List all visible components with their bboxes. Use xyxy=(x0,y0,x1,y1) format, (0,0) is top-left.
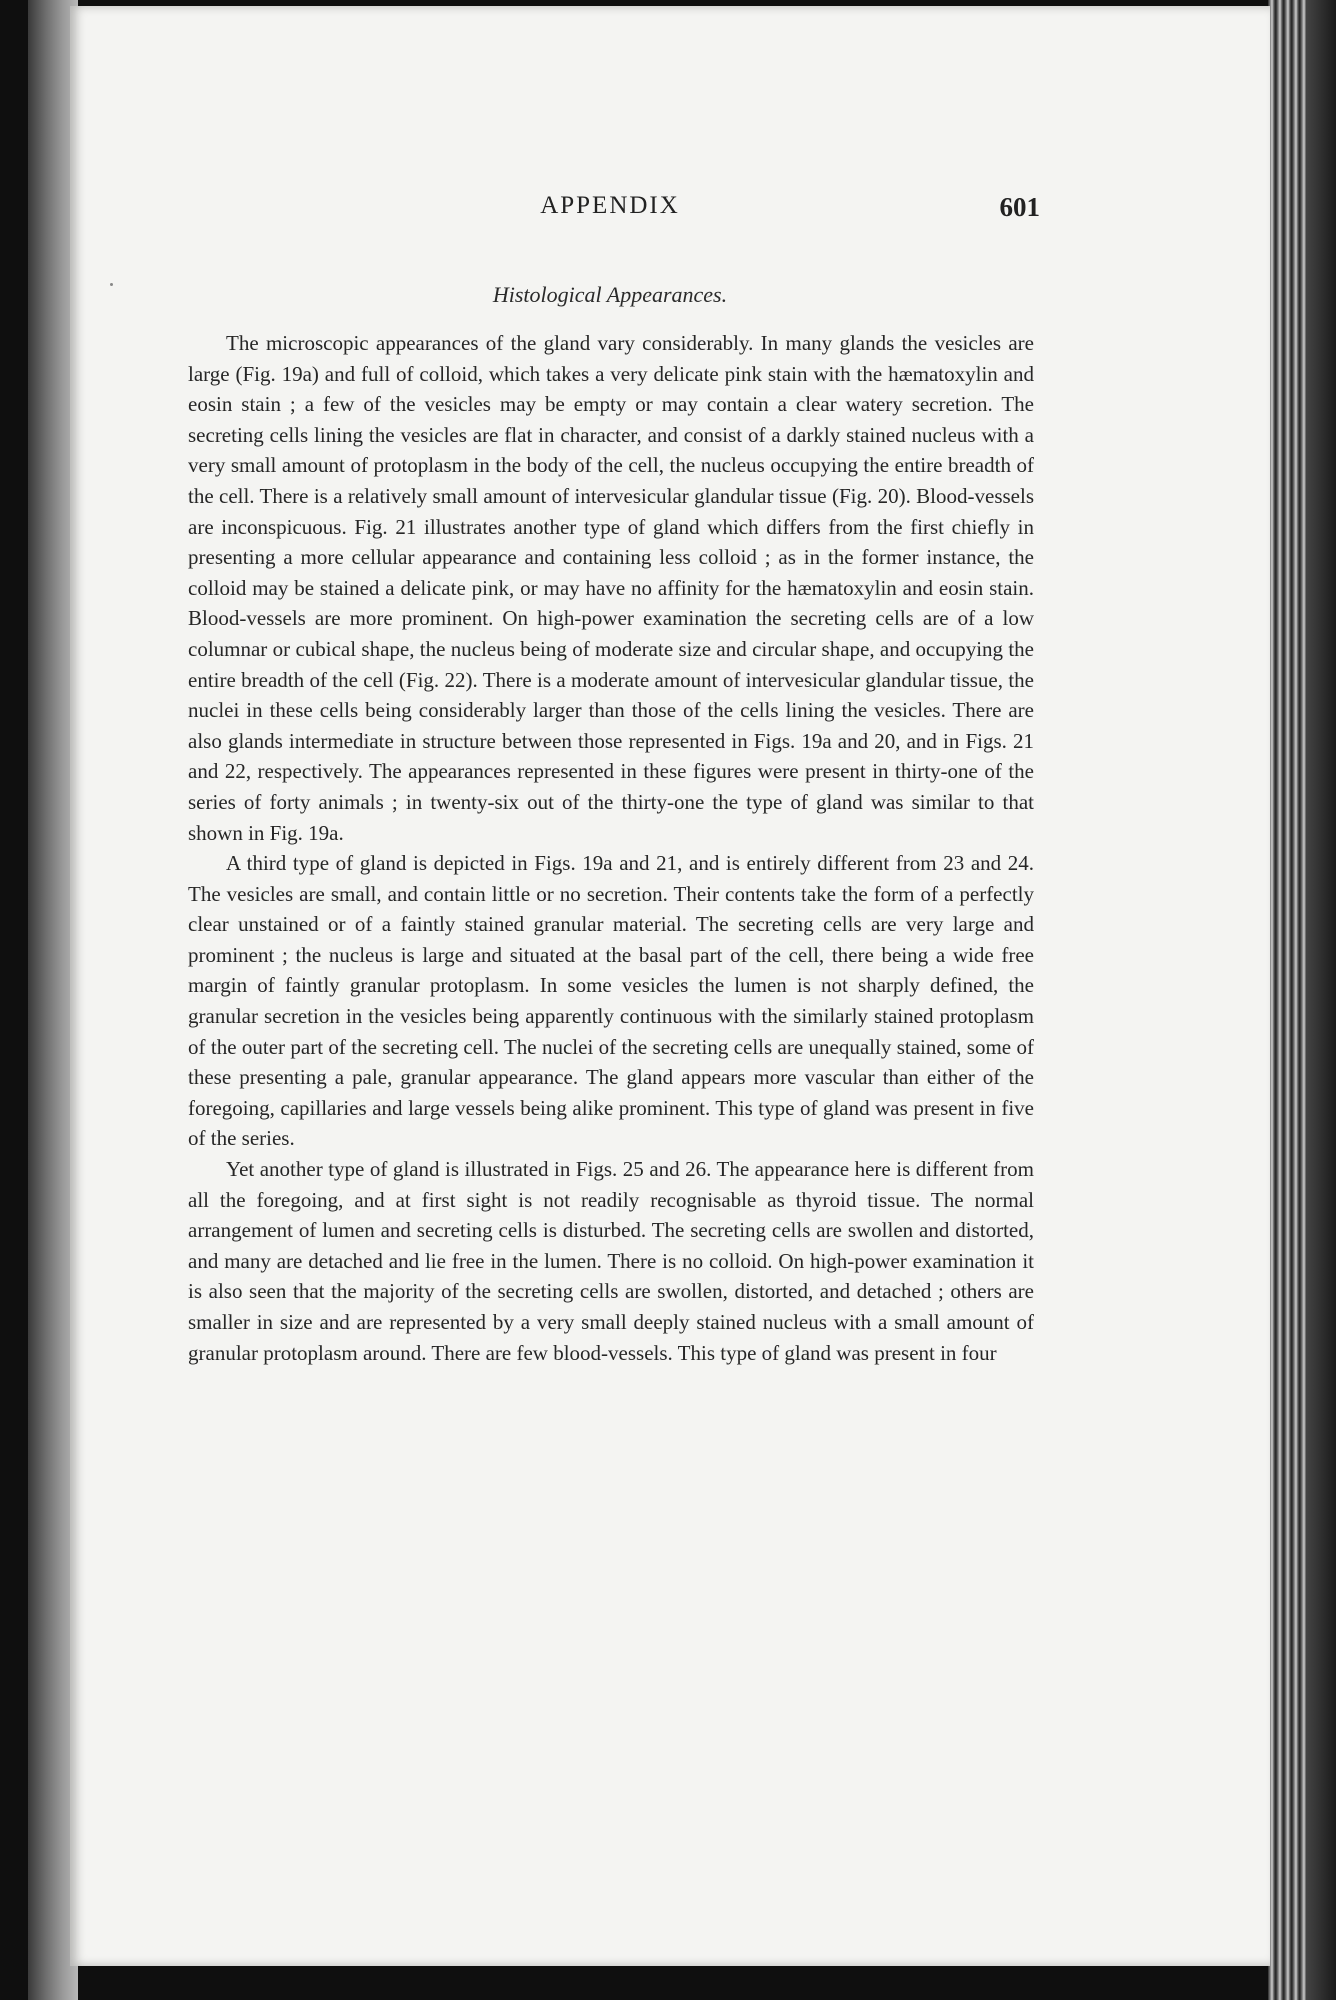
paragraph-2: A third type of gland is depicted in Figs. 19a and 21, and is entirely different from 23 and 24. The vesicles are small, and contain little or no secretion. Their contents take the form of a perfectly clear unstained or of a faintly stained granular material. The secreting cells are very large and prominent ; the nucleus is large and situated at the basal part of the cell, there being a wide free margin of faintly granular protoplasm. In some vesicles the lumen is not sharply defined, the granular secretion in the vesicles being apparently continuous with the similarly stained protoplasm of the outer part of the secreting cell. The nuclei of the secreting cells are unequally stained, some of these presenting a pale, granular appearance. The gland appears more vascular than either of the foregoing, capillaries and large vessels being alike prominent. This type of gland was present in five of the series. xyxy=(188,851,1034,1151)
page-edges-right xyxy=(1268,0,1336,2000)
page-number: 601 xyxy=(999,192,1040,222)
paragraph-1: The microscopic appearances of the gland vary considerably. In many glands the vesicles are large (Fig. 19a) and full of colloid, which takes a very delicate pink stain with the hæmatoxylin and eosin stain ; a few of the vesicles may be empty or may contain a clear watery secretion. The secreting cells lining the vesicles are flat in character, and consist of a darkly stained nucleus with a very small amount of protoplasm in the body of the cell, the nucleus occupying the entire breadth of the cell. There is a relatively small amount of intervesicular glandular tissue (Fig. 20). Blood-vessels are inconspicuous. Fig. 21 illustrates another type of gland which differs from the first chiefly in presenting a more cellular appearance and containing less colloid ; as in the former instance, the colloid may be stained a delicate pink, or may have no affinity for the hæmatoxylin and eosin stain. Blood-vessels are more prominent. On high-power examination the secreting cells are of a low columnar or cubical shape, the nucleus being of moderate size and circular shape, and occupying the entire breadth of the cell (Fig. 22). There is a moderate amount of intervesicular glandular tissue, the nuclei in these cells being considerably larger than those of the cells lining the vesicles. There are also glands intermediate in structure between those represented in Figs. 19a and 20, and in Figs. 21 and 22, respectively. The appearances represented in these figures were present in thirty-one of the series of forty animals ; in twenty-six out of the thirty-one the type of gland was similar to that shown in Fig. 19a. xyxy=(188,331,1034,845)
body-text xyxy=(188,328,1034,1368)
page-header xyxy=(180,192,1040,236)
section-title: Histological Appearances. xyxy=(492,282,728,307)
running-head: APPENDIX xyxy=(540,192,680,219)
paper-speck xyxy=(110,283,113,286)
paragraph-3: Yet another type of gland is illustrated in Figs. 25 and 26. The appearance here is different from all the foregoing, and at first sight is not readily recognisable as thyroid tissue. The normal arrangement of lumen and secreting cells is disturbed. The secreting cells are swollen and distorted, and many are detached and lie free in the lumen. There is no colloid. On high-power examination it is also seen that the majority of the secreting cells are swollen, distorted, and detached ; others are smaller in size and are represented by a very small deeply stained nucleus with a small amount of granular protoplasm around. There are few blood-vessels. This type of gland was present in four xyxy=(188,1157,1034,1365)
